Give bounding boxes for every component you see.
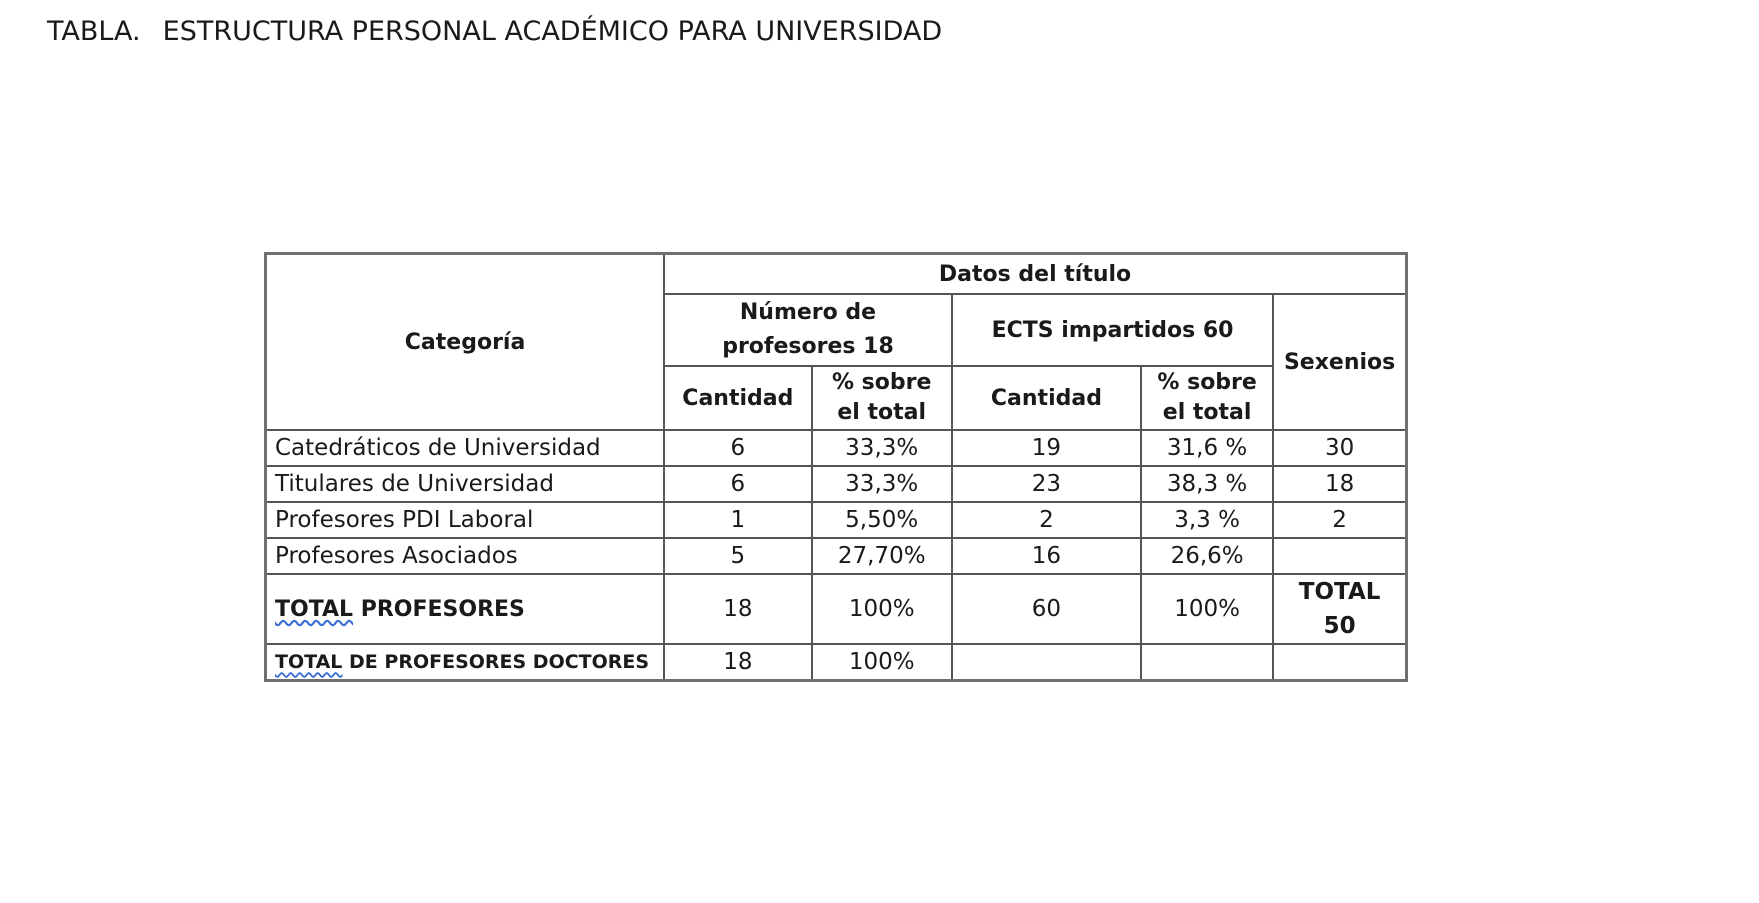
doctors-ects-empty (952, 644, 1141, 681)
row-cantidad: 5 (664, 538, 811, 574)
document-title (47, 16, 942, 47)
row-ects-porcentaje: 3,3 % (1141, 502, 1273, 538)
header-cantidad-profesores: Cantidad (664, 366, 811, 430)
doctors-total-word: TOTAL (275, 650, 343, 673)
total-row (266, 574, 1407, 644)
total-label (266, 574, 665, 644)
row-ects: 16 (952, 538, 1141, 574)
row-sexenios: 2 (1273, 502, 1406, 538)
row-ects-porcentaje: 31,6 % (1141, 430, 1273, 466)
header-cantidad-ects: Cantidad (952, 366, 1141, 430)
row-sexenios: 18 (1273, 466, 1406, 502)
title-text: ESTRUCTURA PERSONAL ACADÉMICO PARA UNIVERSIDAD (162, 16, 943, 47)
table-row (266, 430, 1407, 466)
total-word: TOTAL (275, 596, 354, 622)
header-categoria: Categoría (266, 254, 665, 431)
header-row-1 (266, 254, 1407, 295)
row-sexenios (1273, 538, 1406, 574)
row-ects-porcentaje: 38,3 % (1141, 466, 1273, 502)
row-cantidad: 6 (664, 466, 811, 502)
row-ects: 19 (952, 430, 1141, 466)
row-porcentaje: 33,3% (812, 466, 952, 502)
total-cantidad: 18 (664, 574, 811, 644)
table-row (266, 538, 1407, 574)
header-sexenios: Sexenios (1273, 294, 1406, 430)
row-categoria: Profesores Asociados (266, 538, 665, 574)
row-ects: 23 (952, 466, 1141, 502)
row-cantidad: 6 (664, 430, 811, 466)
academic-staff-table (264, 252, 1408, 682)
header-datos-titulo: Datos del título (664, 254, 1406, 295)
row-porcentaje: 27,70% (812, 538, 952, 574)
row-cantidad: 1 (664, 502, 811, 538)
table-row (266, 466, 1407, 502)
header-ects-impartidos: ECTS impartidos 60 (952, 294, 1273, 366)
total-ects-porcentaje: 100% (1141, 574, 1273, 644)
doctors-porcentaje: 100% (812, 644, 952, 681)
doctors-sexenios-empty (1273, 644, 1406, 681)
total-sexenios-value: 50 (1323, 613, 1356, 639)
total-porcentaje: 100% (812, 574, 952, 644)
total-sexenios-label: TOTAL (1298, 579, 1381, 605)
total-sexenios (1273, 574, 1406, 644)
row-categoria: Catedráticos de Universidad (266, 430, 665, 466)
row-ects-porcentaje: 26,6% (1141, 538, 1273, 574)
total-ects: 60 (952, 574, 1141, 644)
row-ects: 2 (952, 502, 1141, 538)
total-label-rest: PROFESORES (353, 596, 525, 622)
row-porcentaje: 5,50% (812, 502, 952, 538)
doctors-label (266, 644, 665, 681)
row-categoria: Profesores PDI Laboral (266, 502, 665, 538)
row-porcentaje: 33,3% (812, 430, 952, 466)
header-numero-profesores: Número de profesores 18 (664, 294, 952, 366)
doctors-label-rest: DE PROFESORES DOCTORES (342, 650, 650, 673)
table-row (266, 502, 1407, 538)
row-categoria: Titulares de Universidad (266, 466, 665, 502)
doctors-cantidad: 18 (664, 644, 811, 681)
title-prefix: TABLA. (47, 16, 141, 47)
header-porcentaje-ects: % sobre el total (1141, 366, 1273, 430)
doctors-ects-porcentaje-empty (1141, 644, 1273, 681)
header-porcentaje-profesores: % sobre el total (812, 366, 952, 430)
row-sexenios: 30 (1273, 430, 1406, 466)
doctors-row (266, 644, 1407, 681)
